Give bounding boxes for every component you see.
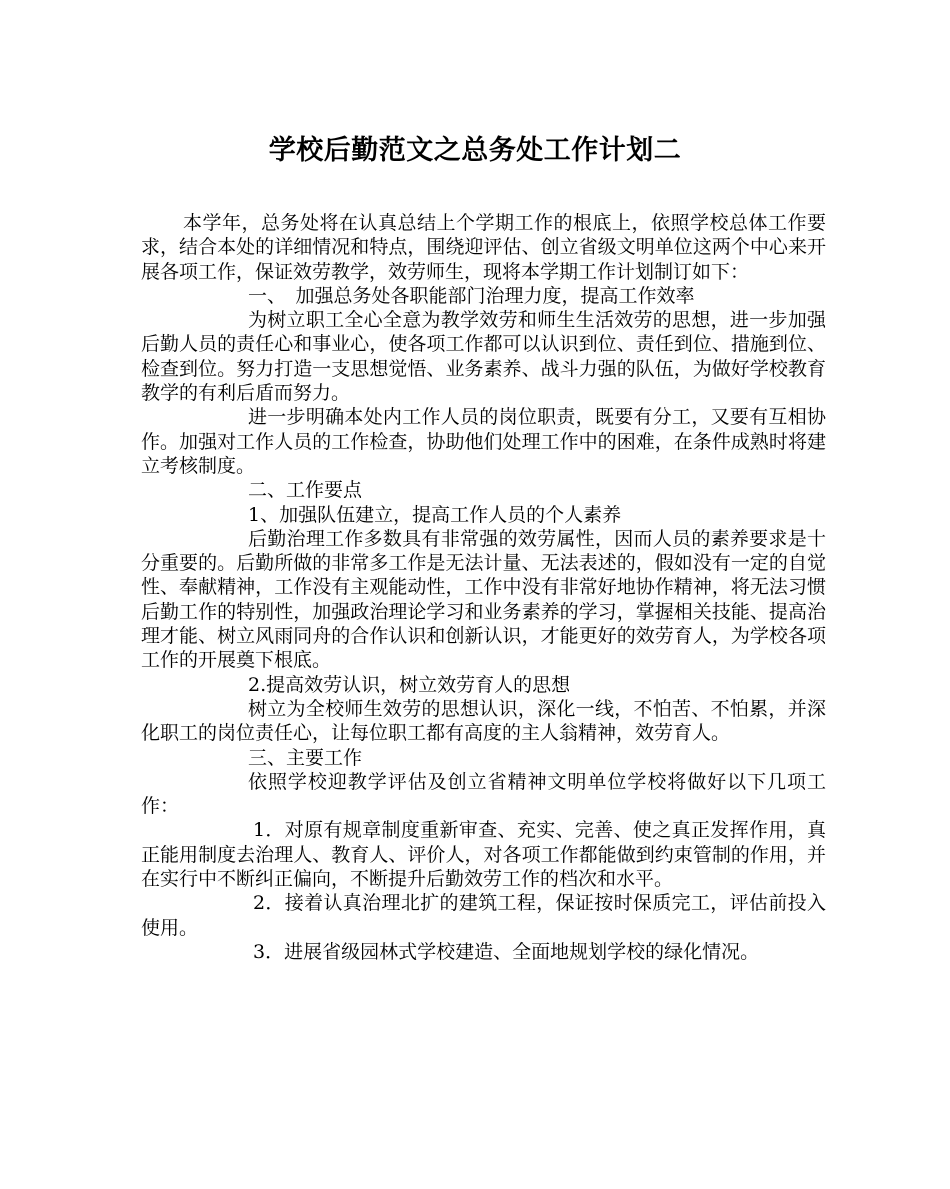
list-item: 2．接着认真治理北扩的建筑工程，保证按时保质完工，评估前投入使用。: [141, 892, 826, 939]
list-item: 1．对原有规章制度重新审查、充实、完善、使之真正发挥作用，真正能用制度去治理人、教育人、评价人，对各项工作都能做到约束管制的作用，并在实行中不断纠正偏向，不断提升后勤效劳工作的档次和水平。: [141, 819, 826, 891]
paragraph: 为树立职工全心全意为教学效劳和师生生活效劳的思想，进一步加强后勤人员的责任心和事业心，使各项工作都可以认识到位、责任到位、措施到位、检查到位。努力打造一支思想觉悟、业务素养、战斗力强的队伍，为做好学校教育教学的有利后盾而努力。: [141, 309, 826, 405]
list-item: 3．进展省级园林式学校建造、全面地规划学校的绿化情况。: [253, 940, 760, 963]
paragraph-intro: 本学年，总务处将在认真总结上个学期工作的根底上，依照学校总体工作要求，结合本处的详细情况和特点，围绕迎评估、创立省级文明单位这两个中心来开展各项工作，保证效劳教学，效劳师生，现将本学期工作计划制订如下：: [141, 212, 826, 283]
subheading: 2.提高效劳认识，树立效劳育人的思想: [248, 673, 571, 696]
paragraph: 树立为全校师生效劳的思想认识，深化一线，不怕苦、不怕累，并深化职工的岗位责任心，让每位职工都有高度的主人翁精神，效劳育人。: [141, 697, 826, 745]
document-body: [141, 211, 826, 964]
paragraph: 依照学校迎教学评估及创立省精神文明单位学校将做好以下几项工作：: [141, 770, 826, 818]
section-heading-1: 一、 加强总务处各职能部门治理力度，提高工作效率: [248, 284, 695, 307]
subheading: 1、加强队伍建立，提高工作人员的个人素养: [248, 503, 622, 526]
section-heading-3: 三、主要工作: [248, 746, 363, 769]
paragraph: 进一步明确本处内工作人员的岗位职责，既要有分工，又要有互相协作。加强对工作人员的工作检查，协助他们处理工作中的困难，在条件成熟时将建立考核制度。: [141, 406, 826, 477]
paragraph: 后勤治理工作多数具有非常强的效劳属性，因而人员的素养要求是十分重要的。后勤所做的非常多工作是无法计量、无法表述的，假如没有一定的自觉性、奉献精神，工作没有主观能动性，工作中没有非常好地协作精神，将无法习惯后勤工作的特别性，加强政治理论学习和业务素养的学习，掌握相关技能、提高治理才能、树立风雨同舟的合作认识和创新认识，才能更好的效劳育人，为学校各项工作的开展奠下根底。: [141, 527, 826, 672]
section-heading-2: 二、工作要点: [248, 479, 363, 502]
document-title: 学校后勤范文之总务处工作计划二: [268, 135, 682, 166]
